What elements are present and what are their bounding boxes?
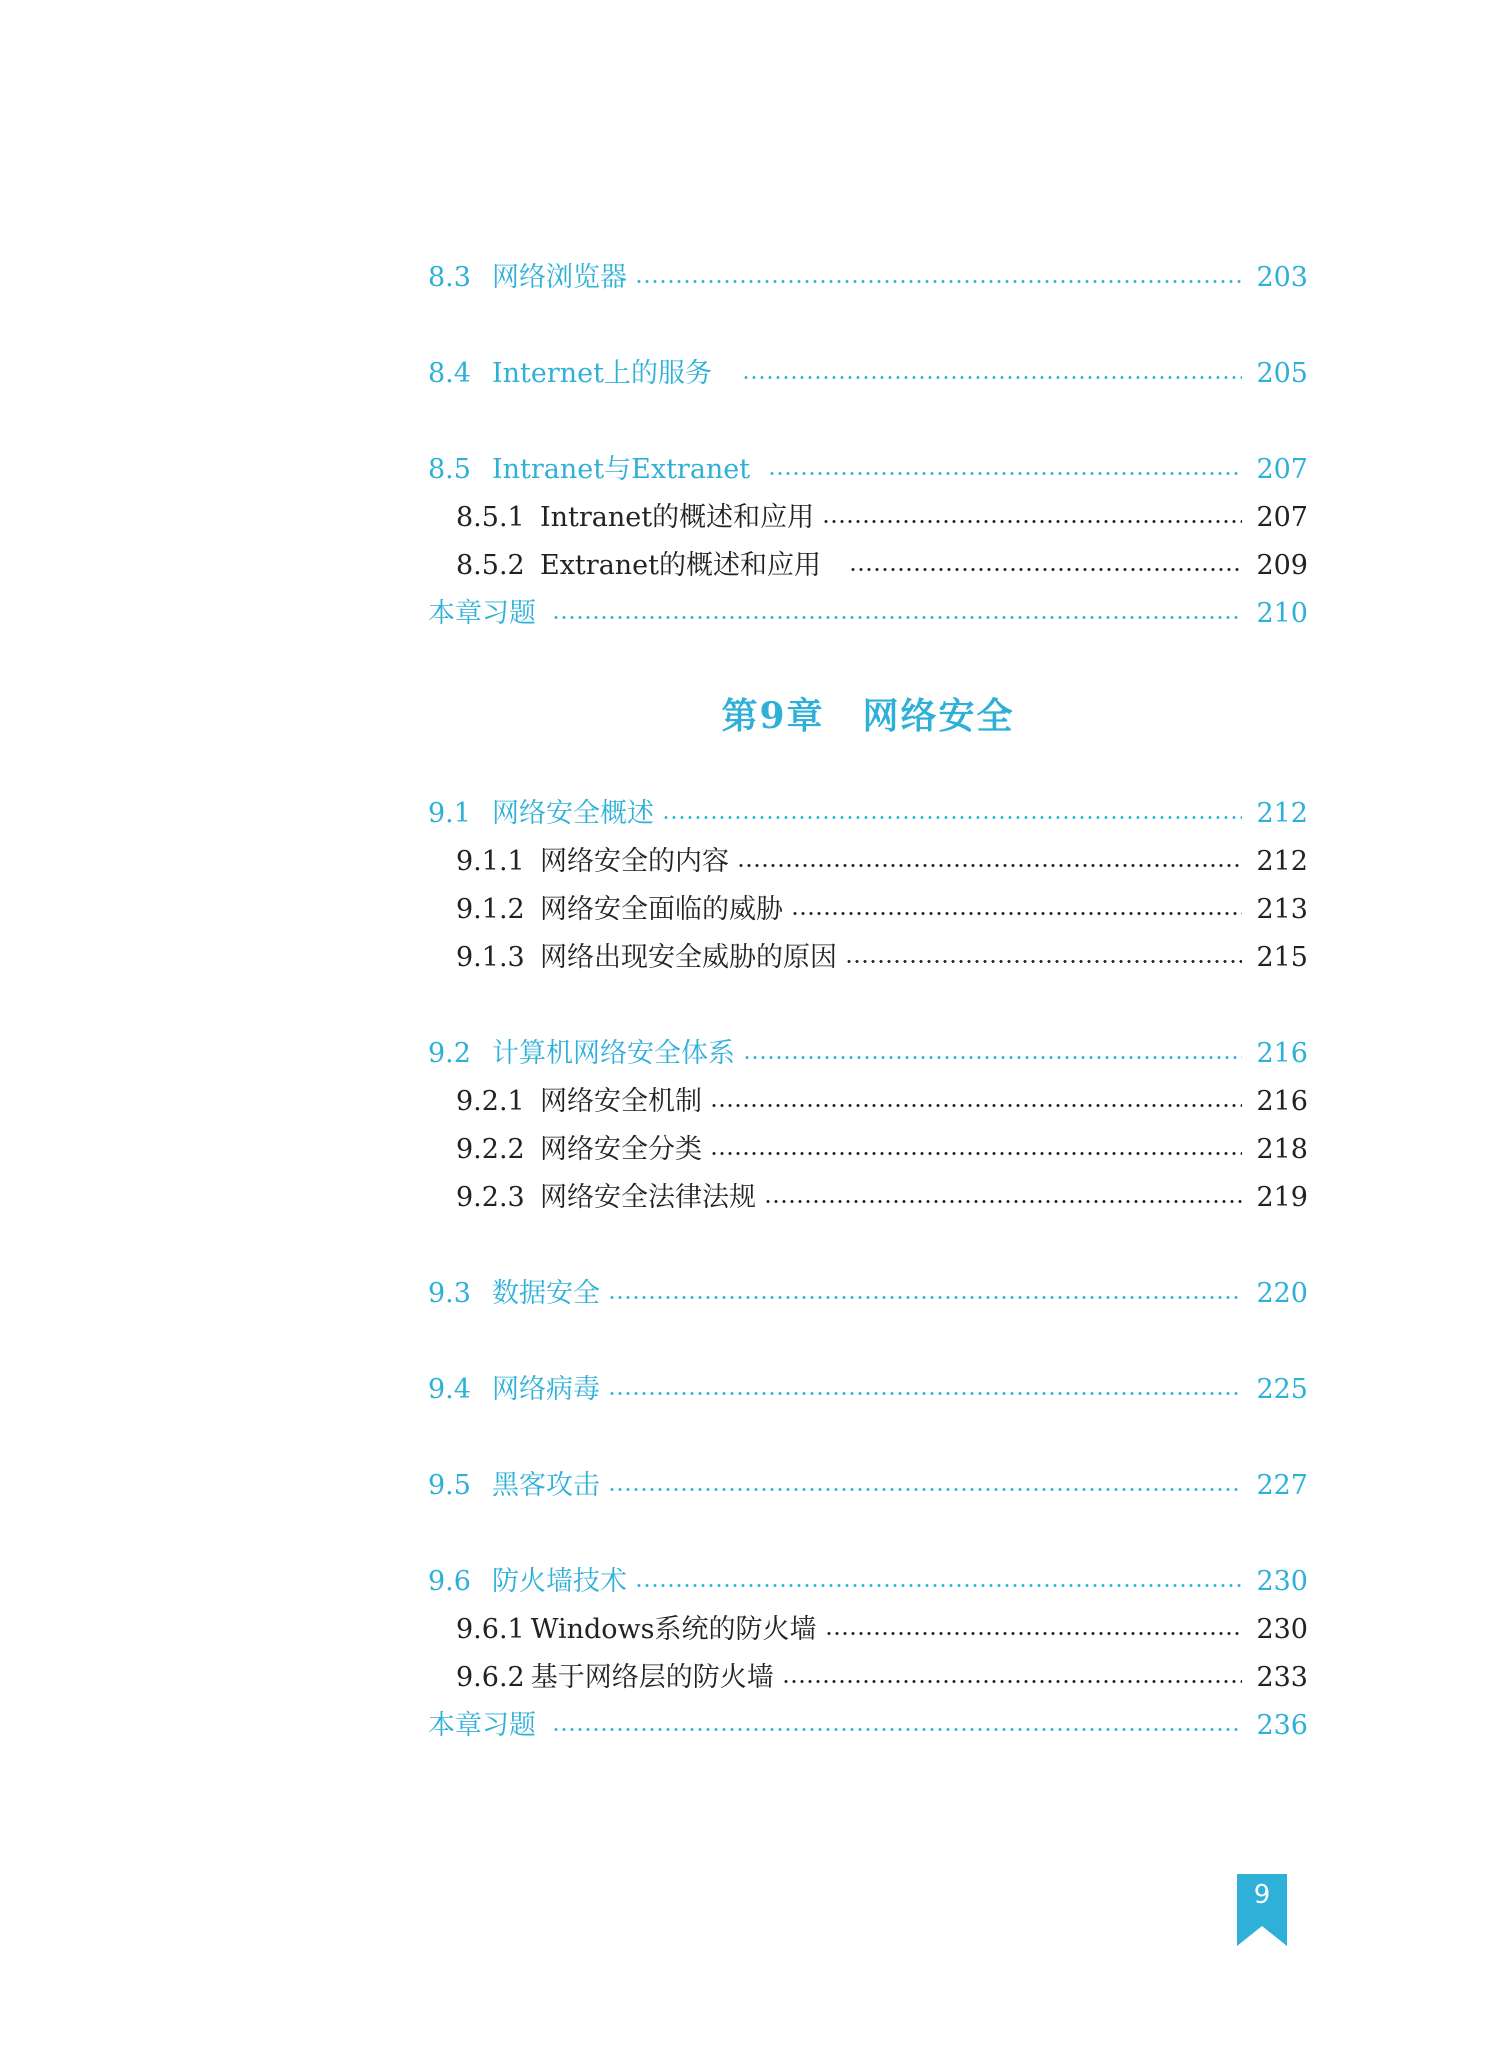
toc-entry-9-6-1[interactable] — [428, 1606, 1308, 1654]
toc-entry-page: 212 — [1256, 798, 1308, 829]
toc-entry-page: 210 — [1256, 598, 1308, 629]
toc-entry-9-1-3[interactable] — [428, 934, 1308, 982]
toc-entry-chapter-8-exercises[interactable] — [428, 590, 1308, 638]
toc-entry-title: 本章习题 — [428, 598, 536, 629]
toc-entry-page: 209 — [1256, 550, 1308, 581]
toc-entry-page: 207 — [1256, 502, 1308, 533]
toc-entry-number: 9.1.3 — [456, 942, 525, 973]
toc-entry-page: 215 — [1256, 942, 1308, 973]
dot-leader — [635, 279, 1242, 283]
toc-entry-8-3[interactable] — [428, 254, 1308, 302]
toc-entry-8-5-2[interactable] — [428, 542, 1308, 590]
dot-leader — [768, 471, 1242, 475]
toc-entry-title: 网络浏览器 — [492, 262, 627, 293]
dot-leader — [822, 519, 1242, 523]
toc-entry-page: 230 — [1256, 1614, 1308, 1645]
toc-entry-title: 网络安全法律法规 — [540, 1182, 756, 1213]
toc-entry-page: 216 — [1256, 1038, 1308, 1069]
dot-leader — [552, 615, 1242, 619]
dot-leader — [608, 1487, 1242, 1491]
toc-entry-title: 黑客攻击 — [492, 1470, 600, 1501]
toc-entry-9-6[interactable] — [428, 1558, 1308, 1606]
toc-entry-title: Internet上的服务 — [492, 358, 713, 389]
dot-leader — [845, 959, 1242, 963]
toc-entry-title: 网络安全的内容 — [540, 846, 729, 877]
toc-entry-number: 9.6.2 — [456, 1662, 525, 1693]
toc-entry-title: 网络安全面临的威胁 — [540, 894, 783, 925]
toc-entry-number: 9.6.1 — [456, 1614, 525, 1645]
toc-entry-number: 8.5 — [428, 454, 471, 485]
dot-leader — [742, 375, 1242, 379]
dot-leader — [825, 1631, 1243, 1635]
toc-entry-title: Intranet与Extranet — [492, 454, 751, 485]
dot-leader — [608, 1391, 1242, 1395]
toc-entry-title: 网络安全概述 — [492, 798, 654, 829]
toc-entry-9-1-1[interactable] — [428, 838, 1308, 886]
toc-entry-9-5[interactable] — [428, 1462, 1308, 1510]
dot-leader — [635, 1583, 1242, 1587]
dot-leader — [608, 1295, 1242, 1299]
toc-entry-number: 8.3 — [428, 262, 471, 293]
toc-entry-page: 225 — [1256, 1374, 1308, 1405]
toc-entry-9-2-2[interactable] — [428, 1126, 1308, 1174]
toc-entry-page: 220 — [1256, 1278, 1308, 1309]
dot-leader — [710, 1103, 1242, 1107]
toc-entry-9-2[interactable] — [428, 1030, 1308, 1078]
toc-entry-number: 9.1.1 — [456, 846, 525, 877]
toc-entry-page: 207 — [1256, 454, 1308, 485]
page-number: 9 — [1253, 1880, 1271, 1910]
toc-entry-number: 9.1 — [428, 798, 471, 829]
toc-entry-title: Extranet的概述和应用 — [540, 550, 822, 581]
toc-entry-page: 212 — [1256, 846, 1308, 877]
toc-entry-title: Windows系统的防火墙 — [530, 1614, 817, 1645]
toc-entry-8-5[interactable] — [428, 446, 1308, 494]
toc-entry-title: 网络安全分类 — [540, 1134, 702, 1165]
chapter-heading — [428, 688, 1308, 739]
toc-entry-8-4[interactable] — [428, 350, 1308, 398]
toc-entry-number: 8.4 — [428, 358, 471, 389]
toc-entry-title: 网络病毒 — [492, 1374, 600, 1405]
dot-leader — [849, 567, 1242, 571]
toc-entry-9-2-1[interactable] — [428, 1078, 1308, 1126]
toc-entry-page: 233 — [1256, 1662, 1308, 1693]
page-number-bookmark — [1237, 1874, 1287, 1946]
toc-entry-chapter-9-exercises[interactable] — [428, 1702, 1308, 1750]
dot-leader — [791, 911, 1242, 915]
chapter-title: 网络安全 — [862, 695, 1015, 737]
toc-entry-page: 216 — [1256, 1086, 1308, 1117]
toc-entry-page: 205 — [1256, 358, 1308, 389]
toc-entry-9-2-3[interactable] — [428, 1174, 1308, 1222]
toc-entry-title: 数据安全 — [492, 1278, 600, 1309]
toc-entry-9-1[interactable] — [428, 790, 1308, 838]
toc-entry-number: 9.2 — [428, 1038, 471, 1069]
toc-entry-number: 9.2.2 — [456, 1134, 525, 1165]
toc-entry-number: 9.3 — [428, 1278, 471, 1309]
toc-entry-title: Intranet的概述和应用 — [540, 502, 815, 533]
dot-leader — [552, 1727, 1242, 1731]
toc-entry-page: 219 — [1256, 1182, 1308, 1213]
toc-entry-9-6-2[interactable] — [428, 1654, 1308, 1702]
toc-entry-page: 236 — [1256, 1710, 1308, 1741]
toc-entry-title: 防火墙技术 — [492, 1566, 627, 1597]
toc-entry-8-5-1[interactable] — [428, 494, 1308, 542]
toc-entry-9-3[interactable] — [428, 1270, 1308, 1318]
toc-entry-page: 227 — [1256, 1470, 1308, 1501]
dot-leader — [737, 863, 1242, 867]
toc-entry-number: 8.5.2 — [456, 550, 525, 581]
toc-entry-number: 9.6 — [428, 1566, 471, 1597]
toc-entry-title: 网络安全机制 — [540, 1086, 702, 1117]
toc-entry-page: 213 — [1256, 894, 1308, 925]
toc-entry-title: 网络出现安全威胁的原因 — [540, 942, 837, 973]
toc-entry-title: 基于网络层的防火墙 — [530, 1662, 774, 1693]
dot-leader — [662, 815, 1242, 819]
toc-entry-9-1-2[interactable] — [428, 886, 1308, 934]
toc-entry-9-4[interactable] — [428, 1366, 1308, 1414]
toc-entry-number: 8.5.1 — [456, 502, 525, 533]
dot-leader — [743, 1055, 1242, 1059]
toc-entry-page: 203 — [1256, 262, 1308, 293]
chapter-label: 第9章 — [721, 695, 825, 737]
toc-entry-number: 9.1.2 — [456, 894, 525, 925]
toc-entry-number: 9.2.3 — [456, 1182, 525, 1213]
toc-entry-page: 218 — [1256, 1134, 1308, 1165]
dot-leader — [782, 1679, 1243, 1683]
toc-entry-number: 9.2.1 — [456, 1086, 525, 1117]
dot-leader — [710, 1151, 1242, 1155]
toc-entry-number: 9.5 — [428, 1470, 471, 1501]
dot-leader — [764, 1199, 1242, 1203]
toc-entry-page: 230 — [1256, 1566, 1308, 1597]
toc-entry-title: 本章习题 — [428, 1710, 536, 1741]
toc-entry-number: 9.4 — [428, 1374, 471, 1405]
toc-entry-title: 计算机网络安全体系 — [492, 1038, 735, 1069]
